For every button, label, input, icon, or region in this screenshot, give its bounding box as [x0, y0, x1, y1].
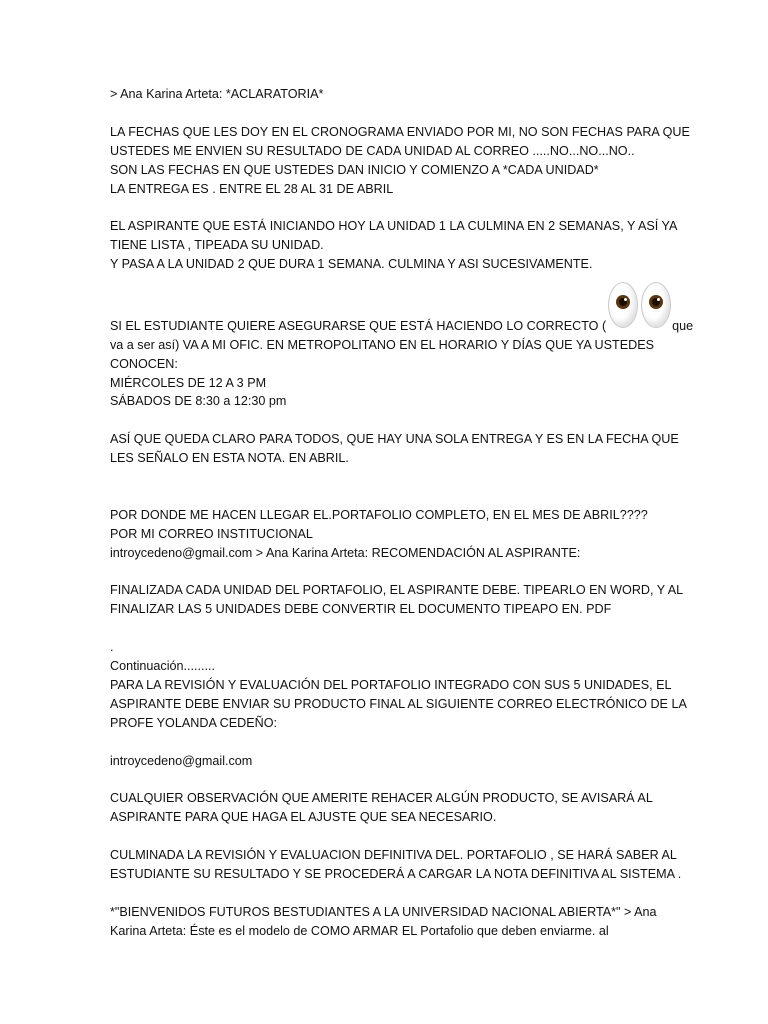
text-line: CULMINADA LA REVISIÓN Y EVALUACION DEFINITIVA DEL. PORTAFOLIO , SE HARÁ SABER AL — [110, 848, 677, 863]
text-line: Continuación......... — [110, 659, 216, 674]
paragraph-units — [110, 217, 678, 274]
paragraph-send-portfolio — [110, 506, 650, 563]
text-line: introycedeno@gmail.com > Ana Karina Arteta: RECOMENDACIÓN AL ASPIRANTE: — [110, 545, 581, 560]
text-line: *"BIENVENIDOS FUTUROS BESTUDIANTES A LA UNIVERSIDAD NACIONAL ABIERTA*" > Ana — [110, 904, 657, 919]
text-fragment: que — [672, 318, 694, 333]
text-line: ASÍ QUE QUEDA CLARO PARA TODOS, QUE HAY UNA SOLA ENTREGA Y ES EN LA FECHA QUE — [110, 432, 679, 447]
email-text: introycedeno@gmail.com — [110, 753, 253, 768]
paragraph-office-hours — [110, 312, 694, 412]
paragraph-continuation — [110, 638, 687, 733]
paragraph-final-review — [110, 846, 682, 884]
paragraph-single-delivery — [110, 430, 679, 468]
paragraph-welcome — [110, 903, 657, 941]
text-line: Karina Arteta: Éste es el modelo de COMO ARMAR EL Portafolio que deben enviarme. al — [110, 923, 609, 938]
text-line: USTEDES ME ENVIEN SU RESULTADO DE CADA UNIDAD AL CORREO .....NO...NO...NO.. — [110, 143, 635, 158]
text-line — [110, 312, 694, 336]
text-line: PARA LA REVISIÓN Y EVALUACIÓN DEL PORTAFOLIO INTEGRADO CON SUS 5 UNIDADES, EL — [110, 677, 672, 692]
text-line: LES SEÑALO EN ESTA NOTA. EN ABRIL. — [110, 451, 349, 466]
text-line: CUALQUIER OBSERVACIÓN QUE AMERITE REHACER ALGÚN PRODUCTO, SE AVISARÁ AL — [110, 791, 653, 806]
text-line: ASPIRANTE DEBE ENVIAR SU PRODUCTO FINAL AL SIGUIENTE CORREO ELECTRÓNICO DE LA — [110, 696, 687, 711]
text-line: LA FECHAS QUE LES DOY EN EL CRONOGRAMA ENVIADO POR MI, NO SON FECHAS PARA QUE — [110, 124, 690, 139]
text-line: EL ASPIRANTE QUE ESTÁ INICIANDO HOY LA UNIDAD 1 LA CULMINA EN 2 SEMANAS, Y ASÍ YA — [110, 219, 678, 234]
text-line: TIENE LISTA , TIPEADA SU UNIDAD. — [110, 238, 324, 253]
text-line: FINALIZAR LAS 5 UNIDADES DEBE CONVERTIR EL DOCUMENTO TIPEAPO EN. PDF — [110, 602, 612, 617]
text-line: ESTUDIANTE SU RESULTADO Y SE PROCEDERÁ A CARGAR LA NOTA DEFINITIVA AL SISTEMA . — [110, 867, 682, 881]
text-line: LA ENTREGA ES . ENTRE EL 28 AL 31 DE ABRIL — [110, 181, 394, 196]
text-line: Y PASA A LA UNIDAD 2 QUE DURA 1 SEMANA. CULMINA Y ASI SUCESIVAMENTE. — [110, 257, 593, 272]
paragraph-dates — [110, 123, 690, 199]
text-line: va a ser así) VA A MI OFIC. EN METROPOLITANO EN EL HORARIO Y DÍAS QUE YA USTEDES — [110, 337, 654, 352]
text-line: SON LAS FECHAS EN QUE USTEDES DAN INICIO Y COMIENZO A *CADA UNIDAD* — [110, 162, 599, 177]
text-line: PROFE YOLANDA CEDEÑO: — [110, 715, 278, 730]
paragraph-recommendation — [110, 581, 684, 619]
header-paragraph — [110, 85, 650, 104]
paragraph-observation — [110, 789, 653, 827]
header-line: > Ana Karina Arteta: *ACLARATORIA* — [110, 87, 324, 101]
text-line: SÁBADOS DE 8:30 a 12:30 pm — [110, 394, 287, 409]
text-line: POR DONDE ME HACEN LLEGAR EL.PORTAFOLIO COMPLETO, EN EL MES DE ABRIL???? — [110, 507, 648, 522]
document-body — [110, 85, 694, 960]
text-line: ASPIRANTE PARA QUE HAGA EL AJUSTE QUE SEA NECESARIO. — [110, 810, 497, 825]
text-fragment: SI EL ESTUDIANTE QUIERE ASEGURARSE QUE ESTÁ HACIENDO LO CORRECTO ( — [110, 318, 607, 333]
left-eye-icon — [608, 282, 638, 328]
text-line: FINALIZADA CADA UNIDAD DEL PORTAFOLIO, EL ASPIRANTE DEBE. TIPEARLO EN WORD, Y AL — [110, 583, 684, 598]
text-line: MIÉRCOLES DE 12 A 3 PM — [110, 375, 267, 390]
text-line: POR MI CORREO INSTITUCIONAL — [110, 526, 313, 541]
paragraph-email — [110, 752, 650, 771]
eyes-emoji-icon — [606, 312, 672, 330]
right-eye-icon — [641, 282, 671, 328]
text-line: . — [110, 640, 114, 655]
text-line: CONOCEN: — [110, 356, 178, 371]
